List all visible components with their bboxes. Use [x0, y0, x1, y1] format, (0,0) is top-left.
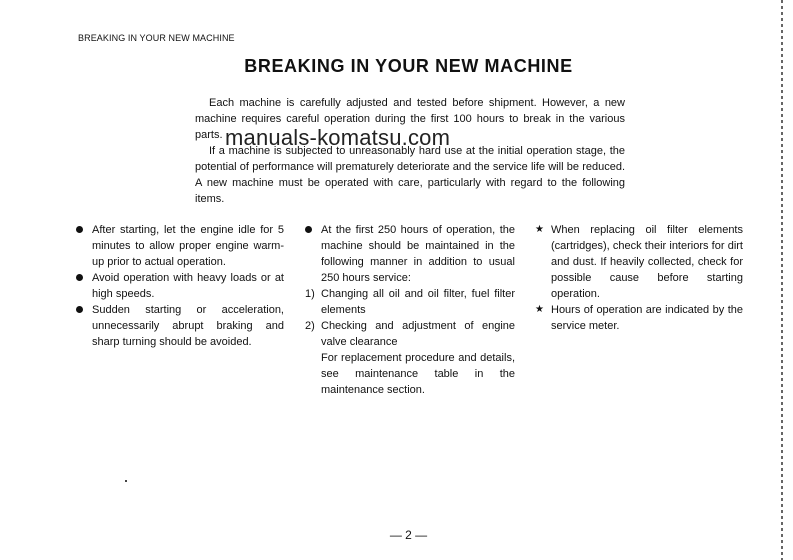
list-item: At the first 250 hours of operation, the machine should be maintained in the following manner in addition to usual 250 hours service:	[305, 222, 515, 286]
bullet-icon	[305, 222, 319, 239]
intro-paragraph-1: Each machine is carefully adjusted and tested before shipment. However, a new machine requires careful operation during the first 100 hours to break in the various parts.	[195, 97, 625, 141]
item-number: 1)	[305, 288, 315, 300]
maintenance-note: For replacement procedure and details, see maintenance table in the maintenance section.	[321, 352, 515, 396]
star-icon: ★	[535, 224, 544, 235]
bullet-icon	[76, 222, 90, 239]
watermark: manuals-komatsu.com	[225, 125, 451, 150]
list-item: ★ When replacing oil filter elements (cartridges), check their interiors for dirt and dust. If heavily collected, check for possible cause before starting operation.	[535, 224, 743, 300]
page-edge	[781, 0, 783, 560]
numbered-item: 2) Checking and adjustment of engine valve clearance	[305, 320, 515, 348]
page-number: — 2 —	[389, 528, 428, 542]
list-item: Sudden starting or acceleration, unnecessarily abrupt braking and sharp turning should be avoided.	[76, 302, 284, 350]
star-icon: ★	[535, 304, 544, 315]
bullet-icon	[76, 270, 90, 287]
list-item: Avoid operation with heavy loads or at high speeds.	[76, 270, 284, 302]
scan-speck	[125, 480, 127, 482]
item-number: 2)	[305, 320, 315, 332]
numbered-item: 1) Changing all oil and oil filter, fuel filter elements	[305, 288, 515, 316]
column-3	[535, 222, 743, 334]
intro-paragraph-2: If a machine is subjected to unreasonably hard use at the initial operation stage, the potential of performance will prematurely deteriorate and the service life will be reduced. A new machine must be operated with care, particularly with regard to the following items.	[195, 145, 625, 205]
running-header: BREAKING IN YOUR NEW MACHINE	[78, 33, 235, 43]
bullet-icon	[76, 302, 90, 319]
list-item: ★ Hours of operation are indicated by the service meter.	[535, 304, 743, 332]
column-1	[76, 222, 284, 350]
list-item: After starting, let the engine idle for 5 minutes to allow proper engine warm-up prior to actual operation.	[76, 222, 284, 270]
column-2	[305, 222, 515, 398]
page-title: BREAKING IN YOUR NEW MACHINE	[244, 56, 573, 76]
intro-text	[195, 95, 625, 207]
